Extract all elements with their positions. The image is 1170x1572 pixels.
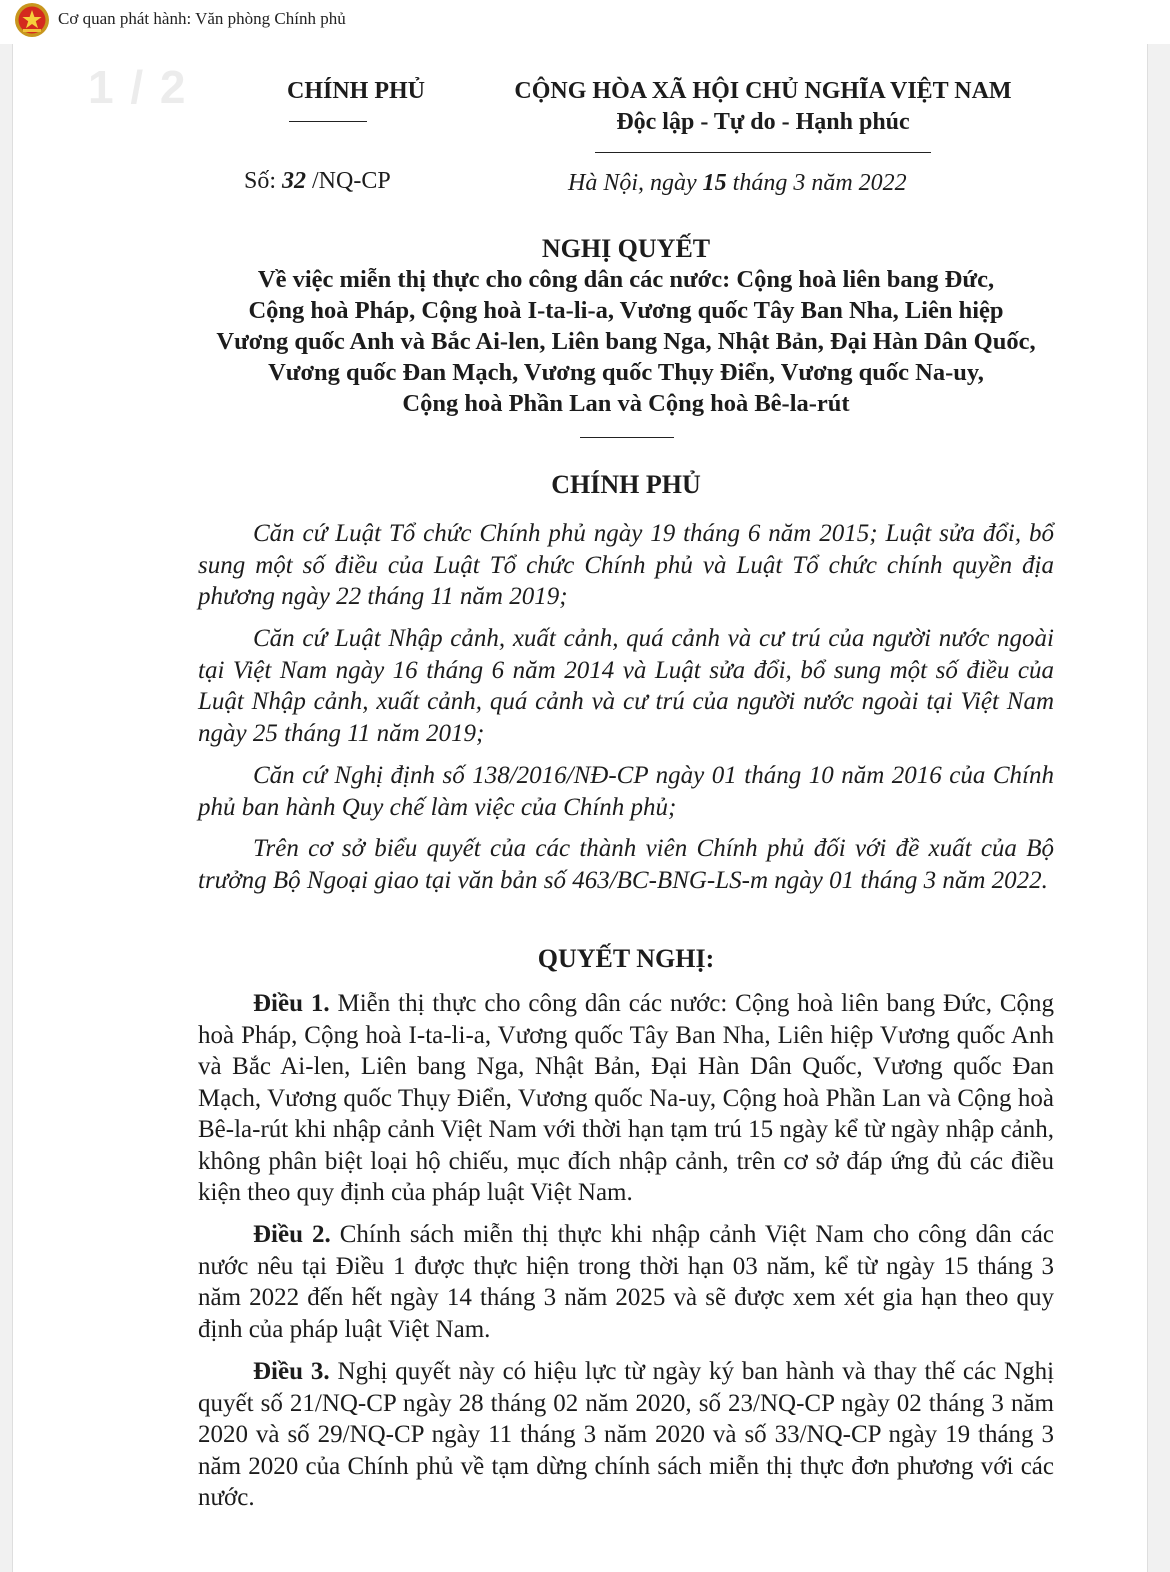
- number-value: 32: [282, 168, 307, 194]
- subject-line: Cộng hoà Phần Lan và Cộng hoà Bê-la-rút: [402, 390, 850, 417]
- issuing-org: CHÍNH PHỦ: [287, 78, 425, 104]
- article-label: Điều 3.: [253, 1358, 330, 1385]
- issuer-label: Cơ quan phát hành: Văn phòng Chính phủ: [58, 9, 346, 28]
- date-day: 15: [702, 170, 727, 196]
- authority-heading: CHÍNH PHỦ: [551, 470, 701, 499]
- document-number: [244, 168, 391, 195]
- article-1: [198, 988, 1054, 1209]
- article-label: Điều 1.: [253, 990, 330, 1017]
- national-emblem-icon: [14, 2, 50, 38]
- article-text: Chính sách miễn thị thực khi nhập cảnh Việt Nam cho công dân các nước nêu tại Điều 1 được thực hiện trong thời hạn 03 năm, kể từ ngày 15 tháng 3 năm 2022 đến hết ngày 14 tháng 3 năm 2025 và sẽ được xem xét gia hạn theo quy định của pháp luật Việt Nam.: [198, 1221, 1054, 1343]
- org-underline: [289, 121, 367, 122]
- viewer-topbar: [0, 0, 1170, 44]
- article-text: Miễn thị thực cho công dân các nước: Cộng hoà liên bang Đức, Cộng hoà Pháp, Cộng hoà I-ta-li-a, Vương quốc Tây Ban Nha, Liên hiệp Vương quốc Anh và Bắc Ai-len, Liên bang Nga, Nhật Bản, Đại Hàn Dân Quốc, Vương quốc Đan Mạch, Vương quốc Thụy Điển, Vương quốc Na-uy, Cộng hoà Phần Lan và Cộng hoà Bê-la-rút khi nhập cảnh Việt Nam với thời hạn tạm trú 15 ngày kể từ ngày nhập cảnh, không phân biệt loại hộ chiếu, mục đích nhập cảnh, trên cơ sở đáp ứng đủ các điều kiện theo quy định của pháp luật Việt Nam.: [198, 990, 1054, 1206]
- document-type: NGHỊ QUYẾT: [541, 234, 711, 263]
- date-prefix: Hà Nội, ngày: [568, 170, 697, 196]
- number-label: Số:: [244, 168, 277, 194]
- subject-line: Cộng hoà Pháp, Cộng hoà I-ta-li-a, Vương quốc Tây Ban Nha, Liên hiệp: [248, 297, 1004, 324]
- subject-line: Vương quốc Đan Mạch, Vương quốc Thụy Điển, Vương quốc Na-uy,: [268, 359, 984, 386]
- motto-underline: [595, 152, 931, 153]
- title-underline: [580, 437, 674, 438]
- resolves-heading: QUYẾT NGHỊ:: [537, 944, 715, 973]
- article-label: Điều 2.: [253, 1221, 331, 1248]
- subject-line: Vương quốc Anh và Bắc Ai-len, Liên bang Nga, Nhật Bản, Đại Hàn Dân Quốc,: [216, 328, 1036, 355]
- article-3: [198, 1356, 1054, 1514]
- number-suffix: /NQ-CP: [312, 168, 391, 194]
- issue-date: [568, 170, 907, 197]
- date-suffix: tháng 3 năm 2022: [732, 170, 907, 196]
- subject-line: Về việc miễn thị thực cho công dân các nước: Cộng hoà liên bang Đức,: [257, 266, 995, 293]
- preamble-paragraph: Trên cơ sở biểu quyết của các thành viên Chính phủ đối với đề xuất của Bộ trưởng Bộ Ngoại giao tại văn bản số 463/BC-BNG-LS-m ngày 01 tháng 3 năm 2022.: [198, 835, 1054, 894]
- article-text: Nghị quyết này có hiệu lực từ ngày ký ban hành và thay thế các Nghị quyết số 21/NQ-CP ngày 28 tháng 02 năm 2020, số 23/NQ-CP ngày 02 tháng 3 năm 2020 và số 29/NQ-CP ngày 11 tháng 3 năm 2020 và số 33/NQ-CP ngày 19 tháng 3 năm 2020 của Chính phủ về tạm dừng chính sách miễn thị thực đơn phương với các nước.: [198, 1358, 1055, 1511]
- article-2: [198, 1219, 1054, 1345]
- preamble-paragraph: Căn cứ Luật Tổ chức Chính phủ ngày 19 tháng 6 năm 2015; Luật sửa đổi, bổ sung một số điều của Luật Tổ chức Chính phủ và Luật Tổ chức chính quyền địa phương ngày 22 tháng 11 năm 2019;: [198, 520, 1054, 610]
- national-motto: Độc lập - Tự do - Hạnh phúc: [616, 109, 910, 135]
- page-indicator: 1 / 2: [88, 61, 188, 113]
- country-name: CỘNG HÒA XÃ HỘI CHỦ NGHĨA VIỆT NAM: [514, 78, 1012, 104]
- preamble-paragraph: Căn cứ Nghị định số 138/2016/NĐ-CP ngày 01 tháng 10 năm 2016 của Chính phủ ban hành Quy chế làm việc của Chính phủ;: [198, 762, 1054, 821]
- preamble-paragraph: Căn cứ Luật Nhập cảnh, xuất cảnh, quá cảnh và cư trú của người nước ngoài tại Việt Nam ngày 16 tháng 6 năm 2014 và Luật sửa đổi, bổ sung một số điều của Luật Nhập cảnh, xuất cảnh, quá cảnh và cư trú của người nước ngoài tại Việt Nam ngày 25 tháng 11 năm 2019;: [198, 625, 1054, 747]
